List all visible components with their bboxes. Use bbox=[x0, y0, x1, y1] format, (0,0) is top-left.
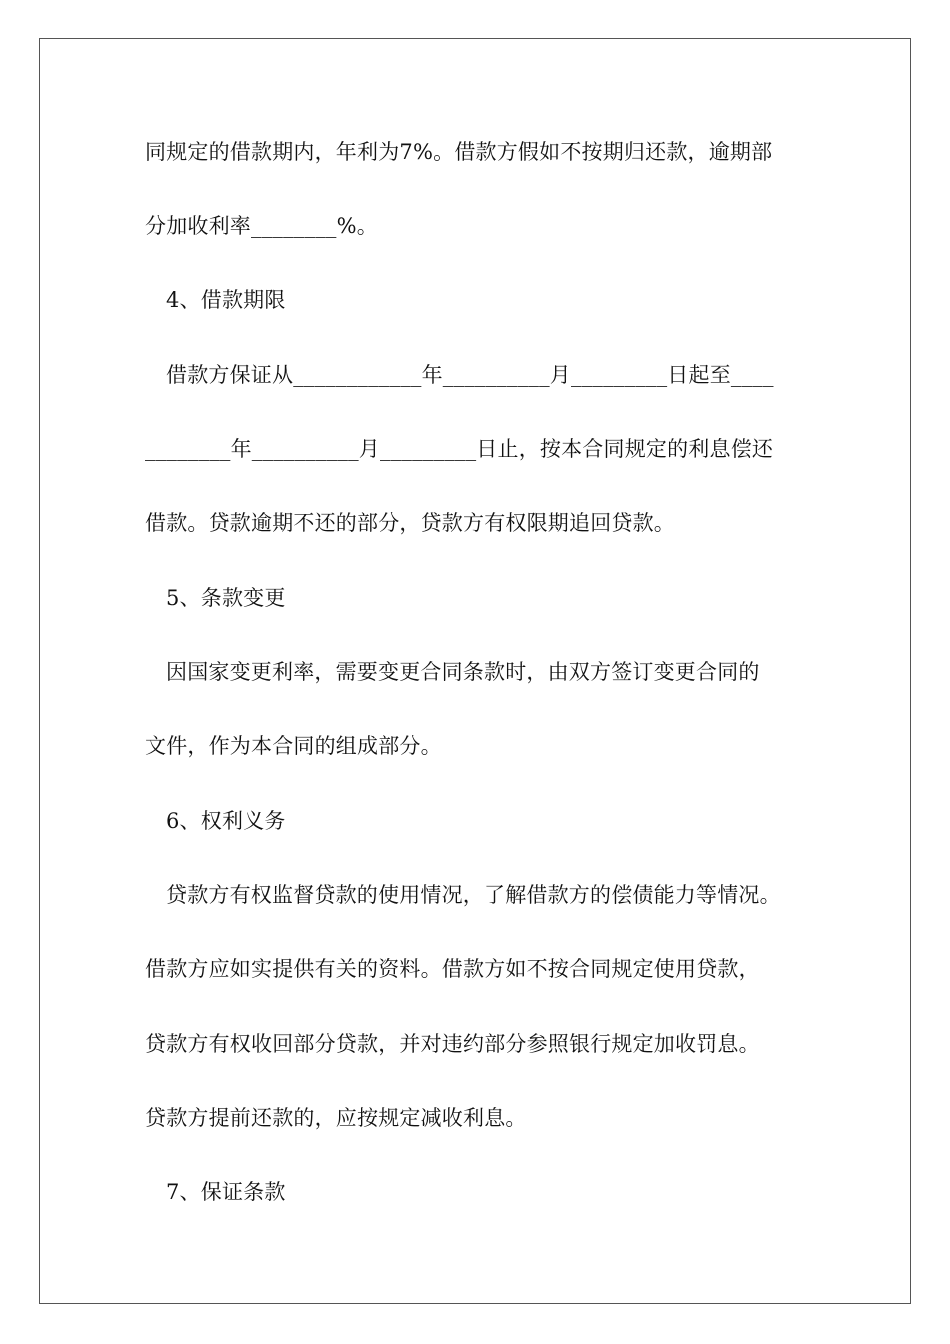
section-heading-clause-change: 5、条款变更 bbox=[166, 586, 286, 610]
paragraph-line: 分加收利率________%。 bbox=[145, 214, 378, 238]
paragraph-line: ________年__________月_________日止，按本合同规定的利息偿还 bbox=[145, 437, 774, 461]
section-heading-rights-obligations: 6、权利义务 bbox=[166, 809, 286, 833]
paragraph-line: 借款方应如实提供有关的资料。借款方如不按合同规定使用贷款， bbox=[145, 957, 760, 981]
paragraph-line: 借款。贷款逾期不还的部分，贷款方有权限期追回贷款。 bbox=[145, 511, 675, 535]
section-heading-guarantee: 7、保证条款 bbox=[166, 1180, 286, 1204]
paragraph-line: 贷款方有权监督贷款的使用情况，了解借款方的偿债能力等情况。 bbox=[166, 883, 781, 907]
section-heading-loan-term: 4、借款期限 bbox=[166, 288, 286, 312]
paragraph-line: 贷款方提前还款的，应按规定减收利息。 bbox=[145, 1106, 527, 1130]
paragraph-line: 贷款方有权收回部分贷款，并对违约部分参照银行规定加收罚息。 bbox=[145, 1032, 760, 1056]
paragraph-line: 同规定的借款期内，年利为7%。借款方假如不按期归还款，逾期部 bbox=[145, 140, 773, 164]
paragraph-line: 因国家变更利率，需要变更合同条款时，由双方签订变更合同的 bbox=[166, 660, 760, 684]
paragraph-line: 借款方保证从____________年__________月_________日起至____ bbox=[166, 363, 774, 387]
paragraph-line: 文件，作为本合同的组成部分。 bbox=[145, 734, 442, 758]
